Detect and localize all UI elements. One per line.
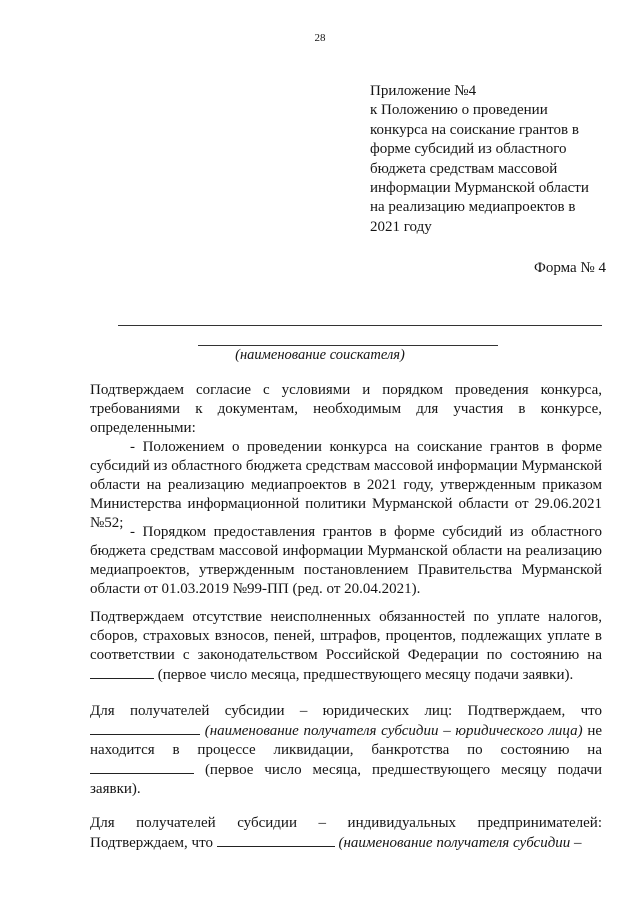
entrepreneur-name-blank [217, 833, 335, 847]
applicant-name-line [118, 325, 602, 326]
entrepreneurs-italic: (наименование получателя субсидии – [338, 835, 582, 851]
applicant-caption: (наименование соискателя) [235, 347, 405, 363]
appendix-line: на реализацию медиапроектов в [370, 199, 576, 216]
form-number: Форма № 4 [534, 260, 606, 276]
date-blank [90, 665, 154, 679]
legal-entities-tail: (первое число месяца, предшествующего месяцу подачи заявки). [90, 762, 602, 797]
legal-entities-paragraph [90, 702, 602, 799]
entrepreneurs-paragraph [90, 814, 602, 853]
legal-entities-text: Для получателей субсидии – юридических лиц: Подтверждаем, что [90, 703, 602, 719]
date-blank [90, 760, 194, 774]
page-number: 28 [314, 32, 326, 44]
appendix-line: бюджета средствам массовой [370, 160, 558, 177]
legal-entities-text-2: не находится в процессе ликвидации, банкротства по состоянию на [90, 723, 602, 758]
applicant-name-line-2 [198, 345, 498, 346]
appendix-line: к Положению о проведении [370, 102, 548, 119]
obligations-tail: (первое число месяца, предшествующего месяцу подачи заявки). [157, 667, 574, 683]
appendix-line: форме субсидий из областного [370, 141, 567, 158]
appendix-line: конкурса на соискание грантов в [370, 121, 579, 138]
appendix-title: Приложение №4 [370, 83, 477, 99]
recipient-name-blank [90, 721, 200, 735]
consent-item-procedure: - Порядком предоставления грантов в форме субсидий из областного бюджета средствам массовой информации Мурманской области на реализацию медиапроектов, утвержденным постановлением Правительства Мурманской области от 01.03.2019 №99-ПП (ред. от 20.04.2021). [90, 524, 602, 597]
appendix-block [370, 82, 610, 237]
entrepreneurs-text: Для получателей субсидии – индивидуальных предпринимателей: Подтверждаем, что [90, 815, 602, 851]
consent-intro: Подтверждаем согласие с условиями и порядком проведения конкурса, требованиями к документам, необходимым для участия в конкурсе, определенными: [90, 382, 602, 436]
consent-item-regulation: - Положением о проведении конкурса на соискание грантов в форме субсидий из областного бюджета средствам массовой информации Мурманской области на реализацию медиапроектов в 2021 году, утвержденным приказом Министерства информационной политики Мурманской области от 29.06.2021 №52; [90, 439, 602, 531]
legal-entities-italic: (наименование получателя субсидии – юридического лица) [204, 723, 583, 739]
obligations-text: Подтверждаем отсутствие неисполненных обязанностей по уплате налогов, сборов, страховых взносов, пеней, штрафов, процентов, подлежащих уплате в соответствии с законодательством Российской Федерации по состоянию на [90, 609, 602, 663]
appendix-line: информации Мурманской области [370, 180, 589, 197]
appendix-line: 2021 году [370, 218, 432, 235]
obligations-paragraph [90, 608, 602, 685]
